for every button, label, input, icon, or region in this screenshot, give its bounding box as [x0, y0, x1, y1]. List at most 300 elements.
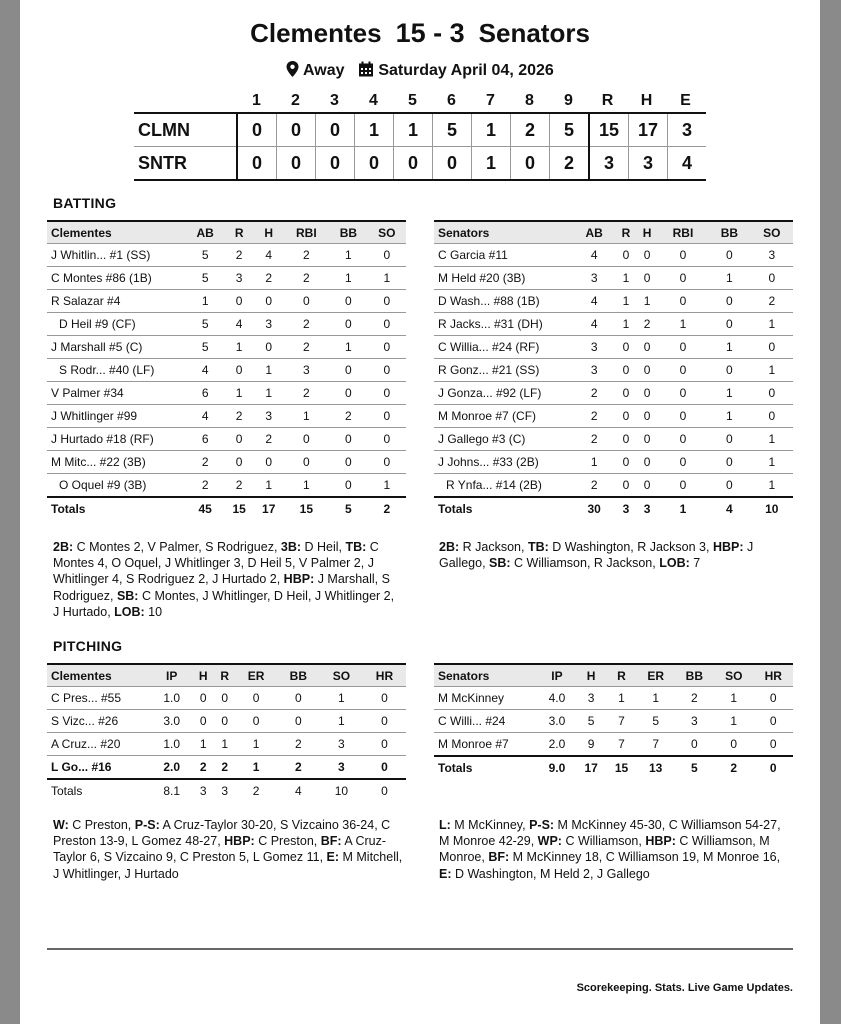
- linescore-table: [134, 112, 706, 181]
- note-key: WP:: [537, 834, 562, 849]
- stat-cell: 0: [658, 267, 709, 290]
- linescore-col-header: 9: [564, 92, 573, 109]
- player-name: V Palmer #34: [47, 382, 186, 405]
- stat-cell: 3: [573, 267, 615, 290]
- note-value: M McKinney 45-30, C Williamson 54-27, M Monroe 42-29,: [439, 818, 781, 849]
- stat-cell: 1: [708, 405, 750, 428]
- stat-cell: 0: [708, 474, 750, 498]
- stat-cell: 5: [186, 244, 224, 267]
- linescore-col-header: E: [680, 92, 691, 109]
- stat-cell: 1.0: [151, 687, 192, 710]
- note-value: C Williamson, M Monroe,: [439, 834, 770, 865]
- stat-cell: 2: [277, 756, 320, 780]
- stat-cell: 5: [576, 710, 606, 733]
- stat-cell: 4: [573, 244, 615, 267]
- note-value: R Jackson,: [459, 540, 528, 554]
- player-name: C Willi... #24: [434, 710, 538, 733]
- totals-label: Totals: [434, 756, 538, 779]
- stat-cell: 0: [363, 733, 406, 756]
- note-key: 3B:: [280, 540, 302, 554]
- stat-cell: 1: [186, 290, 224, 313]
- linescore-cell: 0: [316, 113, 355, 147]
- player-name: R Ynfa... #14 (2B): [434, 474, 573, 498]
- stat-cell: 0: [368, 244, 406, 267]
- home-team-name: Senators: [478, 18, 590, 48]
- linescore-cell: 0: [277, 147, 316, 181]
- stat-cell: 0: [235, 687, 276, 710]
- linescore-cell: 1: [472, 113, 511, 147]
- location-text: Away: [303, 62, 345, 79]
- note-key: P-S:: [134, 818, 160, 832]
- stat-cell: 0: [751, 267, 793, 290]
- stat-cell: 0: [363, 756, 406, 780]
- stat-cell: 5: [186, 336, 224, 359]
- linescore-cell: 5: [550, 113, 590, 147]
- column-header: RBI: [283, 221, 329, 244]
- stat-cell: 2: [283, 244, 329, 267]
- note-value: C Williamson, R Jackson,: [510, 556, 660, 571]
- stat-cell: 4: [186, 405, 224, 428]
- note-key: P-S:: [529, 818, 555, 832]
- player-name: R Gonz... #21 (SS): [434, 359, 573, 382]
- stat-cell: 9: [576, 733, 606, 757]
- note-value: C Montes 2, V Palmer, S Rodriguez,: [73, 540, 281, 554]
- stat-cell: 0: [368, 336, 406, 359]
- stat-cell: 2: [573, 382, 615, 405]
- stat-cell: 0: [615, 428, 636, 451]
- player-name: M McKinney: [434, 687, 538, 710]
- stat-cell: 3: [254, 405, 284, 428]
- player-row: [434, 687, 793, 710]
- column-header: RBI: [658, 221, 709, 244]
- batting-notes-away: [53, 539, 403, 620]
- player-name: J Marshall #5 (C): [47, 336, 186, 359]
- stat-cell: 1: [751, 313, 793, 336]
- column-header: R: [214, 664, 236, 687]
- stat-cell: 1: [214, 733, 236, 756]
- stat-cell: 1: [368, 474, 406, 498]
- stat-cell: 5: [186, 267, 224, 290]
- note-value: A Cruz-Taylor 30-20, S Vizcaino 36-24, C Preston 13-9, L Gomez 48-27,: [53, 818, 391, 849]
- stat-cell: 1: [235, 733, 276, 756]
- note-value: C Montes, J Whitlinger, D Heil, J Whitlinger 2, J Hurtado,: [53, 588, 395, 619]
- player-name: S Vizc... #26: [47, 710, 151, 733]
- stat-cell: 1: [320, 687, 363, 710]
- stat-cell: 0: [708, 290, 750, 313]
- stat-cell: 0: [329, 474, 367, 498]
- column-header: H: [254, 221, 284, 244]
- column-header: ER: [637, 664, 675, 687]
- totals-cell: 2: [235, 779, 276, 802]
- stat-cell: 0: [329, 428, 367, 451]
- stat-cell: 0: [277, 687, 320, 710]
- player-row: [47, 756, 406, 780]
- stat-cell: 0: [751, 336, 793, 359]
- stat-cell: 1: [329, 267, 367, 290]
- linescore-col-header: 8: [525, 92, 534, 109]
- batting-notes-home: [439, 539, 791, 571]
- linescore-cell: 1: [355, 113, 394, 147]
- stat-cell: 1: [708, 382, 750, 405]
- player-row: [434, 359, 793, 382]
- player-row: [47, 474, 406, 498]
- stat-cell: 1: [283, 405, 329, 428]
- totals-cell: 17: [576, 756, 606, 779]
- stat-cell: 0: [368, 428, 406, 451]
- player-row: [434, 267, 793, 290]
- note-value: 7: [689, 556, 701, 571]
- player-name: J Gonza... #92 (LF): [434, 382, 573, 405]
- note-value: C Montes 4, O Oquel, J Whitlinger 3, D Heil 5, V Palmer 2, J Whitlinger 4, S Rodriguez 2, J Hurtado 2,: [53, 540, 379, 587]
- stat-cell: 0: [658, 405, 709, 428]
- stat-cell: 2: [224, 474, 254, 498]
- stat-cell: 1: [235, 756, 276, 780]
- table-header-row: [434, 664, 793, 687]
- stat-cell: 0: [192, 687, 214, 710]
- linescore-row: [134, 147, 706, 181]
- note-key: HBP:: [283, 572, 315, 587]
- column-header: HR: [753, 664, 793, 687]
- player-name: M Monroe #7: [434, 733, 538, 757]
- stat-cell: 0: [224, 428, 254, 451]
- final-score: 15 - 3: [395, 18, 465, 48]
- stat-cell: 2: [254, 428, 284, 451]
- column-header: BB: [329, 221, 367, 244]
- stat-cell: 0: [254, 290, 284, 313]
- note-value: M McKinney,: [450, 818, 530, 832]
- stat-cell: 0: [658, 290, 709, 313]
- linescore-cell: 3: [629, 147, 668, 181]
- player-row: [47, 244, 406, 267]
- player-row: [47, 687, 406, 710]
- linescore-col-header: H: [640, 92, 653, 109]
- game-info: [20, 61, 820, 80]
- stat-cell: 1: [192, 733, 214, 756]
- totals-label: Totals: [434, 497, 573, 520]
- player-name: R Salazar #4: [47, 290, 186, 313]
- stat-cell: 1: [751, 359, 793, 382]
- column-header: R: [606, 664, 636, 687]
- totals-cell: 0: [363, 779, 406, 802]
- stat-cell: 1: [751, 428, 793, 451]
- location-pin-icon: [286, 62, 299, 79]
- stat-cell: 1: [637, 687, 675, 710]
- stat-cell: 0: [708, 359, 750, 382]
- calendar-icon: [358, 62, 374, 79]
- stat-cell: 2: [573, 428, 615, 451]
- linescore-cell: 4: [668, 147, 707, 181]
- note-value: A Cruz-Taylor 6, S Vizcaino 9, C Preston 5, L Gomez 11,: [53, 834, 387, 865]
- stat-cell: 0: [368, 359, 406, 382]
- stat-cell: 1: [615, 313, 636, 336]
- totals-cell: 10: [751, 497, 793, 520]
- stat-cell: 1: [320, 710, 363, 733]
- note-key: 2B:: [439, 540, 460, 554]
- player-row: [47, 382, 406, 405]
- stat-cell: 0: [714, 733, 753, 757]
- linescore-cell: 0: [237, 147, 277, 181]
- note-key: HBP:: [645, 834, 676, 849]
- stat-cell: 1: [224, 336, 254, 359]
- player-row: [434, 313, 793, 336]
- player-row: [434, 244, 793, 267]
- linescore-cell: 1: [472, 147, 511, 181]
- linescore-col-header: 2: [291, 92, 300, 109]
- stat-cell: 0: [615, 244, 636, 267]
- note-value: C Preston,: [68, 818, 135, 832]
- column-header: IP: [151, 664, 192, 687]
- stat-cell: 3: [320, 733, 363, 756]
- stat-cell: 2: [224, 244, 254, 267]
- player-name: C Montes #86 (1B): [47, 267, 186, 290]
- note-key: HBP:: [224, 834, 255, 849]
- team-header: Clementes: [47, 664, 151, 687]
- stat-cell: 0: [751, 405, 793, 428]
- player-row: [434, 428, 793, 451]
- stat-cell: 2: [283, 336, 329, 359]
- totals-row: [434, 497, 793, 520]
- stat-cell: 3: [224, 267, 254, 290]
- stat-cell: 2: [186, 474, 224, 498]
- player-name: S Rodr... #40 (LF): [47, 359, 186, 382]
- stat-cell: 2: [283, 382, 329, 405]
- stat-cell: 0: [615, 451, 636, 474]
- table-header-row: [47, 221, 406, 244]
- note-key: E:: [439, 866, 452, 881]
- team-header: Clementes: [47, 221, 186, 244]
- stat-cell: 0: [637, 428, 658, 451]
- player-row: [47, 313, 406, 336]
- column-header: H: [637, 221, 658, 244]
- stat-cell: 2: [751, 290, 793, 313]
- note-value: 10: [144, 604, 163, 619]
- totals-cell: 4: [277, 779, 320, 802]
- stat-cell: 1: [606, 687, 636, 710]
- stat-cell: 1: [329, 336, 367, 359]
- stat-cell: 0: [363, 687, 406, 710]
- stat-cell: 1: [751, 474, 793, 498]
- stat-cell: 4: [573, 290, 615, 313]
- pitching-table-away: [47, 663, 406, 802]
- player-name: A Cruz... #20: [47, 733, 151, 756]
- stat-cell: 0: [615, 474, 636, 498]
- stat-cell: 2: [277, 733, 320, 756]
- linescore-cell: 17: [629, 113, 668, 147]
- player-row: [434, 733, 793, 757]
- stat-cell: 1: [254, 474, 284, 498]
- stat-cell: 3: [573, 359, 615, 382]
- note-key: SB:: [116, 588, 139, 603]
- stat-cell: 1: [368, 267, 406, 290]
- player-name: R Jacks... #31 (DH): [434, 313, 573, 336]
- stat-cell: 2: [573, 405, 615, 428]
- linescore-col-header: 3: [330, 92, 339, 109]
- stat-cell: 1: [254, 359, 284, 382]
- stat-cell: 4: [224, 313, 254, 336]
- linescore-cell: 0: [316, 147, 355, 181]
- note-key: W:: [53, 818, 69, 832]
- totals-cell: 0: [753, 756, 793, 779]
- stat-cell: 3: [283, 359, 329, 382]
- column-header: IP: [538, 664, 576, 687]
- stat-cell: 6: [186, 428, 224, 451]
- stat-cell: 3: [254, 313, 284, 336]
- stat-cell: 2: [283, 313, 329, 336]
- linescore-col-header: R: [601, 92, 614, 109]
- player-name: D Wash... #88 (1B): [434, 290, 573, 313]
- note-key: LOB:: [114, 604, 145, 619]
- stat-cell: 3: [751, 244, 793, 267]
- stat-cell: 0: [708, 451, 750, 474]
- note-key: HBP:: [712, 540, 744, 554]
- linescore-col-header: 5: [408, 92, 417, 109]
- player-name: C Willia... #24 (RF): [434, 336, 573, 359]
- stat-cell: 0: [615, 382, 636, 405]
- stat-cell: 2: [254, 267, 284, 290]
- note-value: J Gallego,: [439, 540, 754, 571]
- stat-cell: 0: [658, 244, 709, 267]
- stat-cell: 0: [658, 382, 709, 405]
- stat-cell: 0: [368, 451, 406, 474]
- stat-cell: 0: [658, 428, 709, 451]
- note-value: D Washington, M Held 2, J Gallego: [451, 866, 650, 881]
- stat-cell: 1: [254, 382, 284, 405]
- stat-cell: 3.0: [538, 710, 576, 733]
- table-header-row: [434, 221, 793, 244]
- team-header: Senators: [434, 221, 573, 244]
- player-name: M Held #20 (3B): [434, 267, 573, 290]
- player-name: M Mitc... #22 (3B): [47, 451, 186, 474]
- note-key: BF:: [320, 834, 342, 849]
- note-value: J Marshall, S Rodriguez,: [53, 572, 390, 603]
- stat-cell: 0: [214, 687, 236, 710]
- linescore-cell: 0: [237, 113, 277, 147]
- linescore-cell: 1: [394, 113, 433, 147]
- player-name: M Monroe #7 (CF): [434, 405, 573, 428]
- column-header: H: [576, 664, 606, 687]
- player-name: D Heil #9 (CF): [47, 313, 186, 336]
- stat-cell: 0: [658, 336, 709, 359]
- stat-cell: 1: [751, 451, 793, 474]
- totals-cell: 30: [573, 497, 615, 520]
- totals-cell: 5: [675, 756, 714, 779]
- note-key: TB:: [527, 540, 549, 554]
- stat-cell: 0: [368, 290, 406, 313]
- player-name: J Whitlinger #99: [47, 405, 186, 428]
- totals-cell: 1: [658, 497, 709, 520]
- stat-cell: 1: [714, 687, 753, 710]
- stat-cell: 7: [637, 733, 675, 757]
- stat-cell: 0: [637, 474, 658, 498]
- stat-cell: 0: [254, 451, 284, 474]
- stat-cell: 7: [606, 710, 636, 733]
- totals-cell: 3: [214, 779, 236, 802]
- column-header: SO: [320, 664, 363, 687]
- stat-cell: 2.0: [151, 756, 192, 780]
- totals-cell: 5: [329, 497, 367, 520]
- note-value: M McKinney 18, C Williamson 19, M Monroe 16,: [509, 850, 781, 865]
- pitching-table-home: [434, 663, 793, 779]
- player-row: [47, 267, 406, 290]
- column-header: SO: [368, 221, 406, 244]
- note-value: D Washington, R Jackson 3,: [548, 540, 713, 554]
- player-row: [434, 710, 793, 733]
- totals-row: [47, 497, 406, 520]
- stat-cell: 2: [186, 451, 224, 474]
- linescore-cell: 0: [433, 147, 472, 181]
- stat-cell: 2: [573, 474, 615, 498]
- stat-cell: 0: [637, 359, 658, 382]
- stat-cell: 0: [753, 733, 793, 757]
- linescore-cell: 2: [550, 147, 590, 181]
- note-key: LOB:: [659, 556, 690, 571]
- stat-cell: 0: [224, 359, 254, 382]
- player-row: [47, 359, 406, 382]
- stat-cell: 0: [637, 267, 658, 290]
- stat-cell: 5: [186, 313, 224, 336]
- player-row: [434, 405, 793, 428]
- stat-cell: 0: [368, 313, 406, 336]
- stat-cell: 2: [224, 405, 254, 428]
- totals-row: [47, 779, 406, 802]
- note-value: C Williamson,: [561, 834, 646, 849]
- stat-cell: 0: [615, 359, 636, 382]
- column-header: AB: [573, 221, 615, 244]
- stat-cell: 2: [283, 267, 329, 290]
- player-row: [434, 290, 793, 313]
- stat-cell: 4.0: [538, 687, 576, 710]
- batting-heading: BATTING: [53, 195, 117, 211]
- linescore-cell: 0: [277, 113, 316, 147]
- player-row: [47, 290, 406, 313]
- totals-cell: 45: [186, 497, 224, 520]
- stat-cell: 3: [573, 336, 615, 359]
- linescore-col-header: 6: [447, 92, 456, 109]
- stat-cell: 0: [615, 405, 636, 428]
- stat-cell: 4: [573, 313, 615, 336]
- player-name: O Oquel #9 (3B): [47, 474, 186, 498]
- totals-cell: 3: [637, 497, 658, 520]
- stat-cell: 0: [329, 313, 367, 336]
- totals-cell: 15: [606, 756, 636, 779]
- stat-cell: 0: [329, 451, 367, 474]
- column-header: SO: [751, 221, 793, 244]
- player-row: [434, 451, 793, 474]
- stat-cell: 0: [637, 405, 658, 428]
- stat-cell: 0: [192, 710, 214, 733]
- note-key: E:: [326, 850, 340, 865]
- stat-cell: 3: [576, 687, 606, 710]
- game-title: [20, 18, 820, 49]
- stat-cell: 0: [329, 382, 367, 405]
- stat-cell: 3: [320, 756, 363, 780]
- totals-cell: 15: [224, 497, 254, 520]
- totals-cell: 10: [320, 779, 363, 802]
- stat-cell: 1: [615, 290, 636, 313]
- totals-cell: 3: [192, 779, 214, 802]
- stat-cell: 1: [658, 313, 709, 336]
- player-name: J Gallego #3 (C): [434, 428, 573, 451]
- pitching-notes-home: [439, 817, 791, 882]
- note-key: SB:: [489, 556, 511, 571]
- linescore-cell: 0: [394, 147, 433, 181]
- stat-cell: 1: [708, 267, 750, 290]
- game-date: Saturday April 04, 2026: [378, 62, 554, 79]
- column-header: BB: [708, 221, 750, 244]
- stat-cell: 2.0: [538, 733, 576, 757]
- player-row: [434, 474, 793, 498]
- stat-cell: 0: [329, 359, 367, 382]
